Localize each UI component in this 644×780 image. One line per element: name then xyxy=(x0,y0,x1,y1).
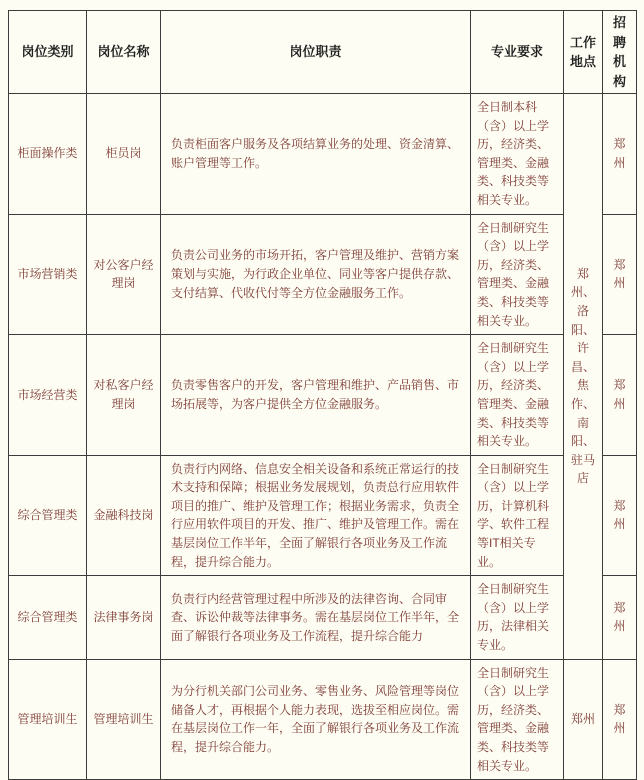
cell-org: 郑州 xyxy=(603,94,637,215)
cell-requirement: 全日制研究生（含）以上学历，经济类、管理类、金融类、科技类等相关专业。 xyxy=(471,335,564,456)
cell-org: 郑州 xyxy=(603,214,637,335)
cell-location: 郑州 xyxy=(564,659,603,780)
header-title: 岗位名称 xyxy=(87,11,161,94)
cell-category: 柜面操作类 xyxy=(9,94,87,215)
cell-duty: 为分行机关部门公司业务、零售业务、风险管理等岗位储备人才，再根据个人能力表现，选拔至相应岗位。需在基层岗位工作一年，全面了解银行各项业务及工作流程，提升综合能力。 xyxy=(161,659,471,780)
cell-title: 法律事务岗 xyxy=(87,576,161,659)
header-requirement: 专业要求 xyxy=(471,11,564,94)
cell-category: 管理培训生 xyxy=(9,659,87,780)
cell-duty: 负责行内网络、信息安全相关设备和系统正常运行的技术支持和保障；根据业务发展规划，负责总行应用软件项目的推广、维护及管理工作；根据业务需求，负责全行应用软件项目的开发、推广、维护及管理工作。需在基层岗位工作半年，全面了解银行各项业务及工作流程，提升综合能力。 xyxy=(161,455,471,576)
cell-duty: 负责柜面客户服务及各项结算业务的处理、资金清算、账户管理等工作。 xyxy=(161,94,471,215)
cell-category: 综合管理类 xyxy=(9,455,87,576)
cell-requirement: 全日制研究生（含）以上学历，计算机科学、软件工程等IT相关专业。 xyxy=(471,455,564,576)
cell-requirement: 全日制研究生（含）以上学历，法律相关专业。 xyxy=(471,576,564,659)
cell-duty: 负责行内经营管理过程中所涉及的法律咨询、合同审查、诉讼仲裁等法律事务。需在基层岗位工作半年，全面了解银行各项业务及工作流程，提升综合能力 xyxy=(161,576,471,659)
cell-title: 金融科技岗 xyxy=(87,455,161,576)
recruitment-table xyxy=(8,10,637,780)
table-row xyxy=(9,335,637,456)
cell-category: 市场营销类 xyxy=(9,214,87,335)
table-row xyxy=(9,455,637,576)
cell-category: 综合管理类 xyxy=(9,576,87,659)
cell-title: 柜员岗 xyxy=(87,94,161,215)
cell-title: 对公客户经理岗 xyxy=(87,214,161,335)
cell-org: 郑州 xyxy=(603,576,637,659)
header-category: 岗位类别 xyxy=(9,11,87,94)
cell-duty: 负责公司业务的市场开拓，客户管理及维护、营销方案策划与实施，为行政企业单位、同业等客户提供存款、支付结算、代收代付等全方位金融服务工作。 xyxy=(161,214,471,335)
header-duty: 岗位职责 xyxy=(161,11,471,94)
cell-org: 郑州 xyxy=(603,659,637,780)
cell-title: 对私客户经理岗 xyxy=(87,335,161,456)
cell-location-merged: 郑州、洛阳、许昌、焦作、南阳、驻马店 xyxy=(564,94,603,660)
header-org: 招聘机构 xyxy=(603,11,637,94)
cell-requirement: 全日制研究生（含）以上学历，经济类、管理类、金融类、科技类等相关专业。 xyxy=(471,659,564,780)
cell-title: 管理培训生 xyxy=(87,659,161,780)
cell-requirement: 全日制本科（含）以上学历，经济类、管理类、金融类、科技类等相关专业。 xyxy=(471,94,564,215)
header-row xyxy=(9,11,637,94)
table-row xyxy=(9,576,637,659)
cell-duty: 负责零售客户的开发，客户管理和维护、产品销售、市场拓展等，为客户提供全方位金融服务。 xyxy=(161,335,471,456)
cell-category: 市场经营类 xyxy=(9,335,87,456)
cell-org: 郑州 xyxy=(603,335,637,456)
table-row xyxy=(9,659,637,780)
cell-requirement: 全日制研究生（含）以上学历，经济类、管理类、金融类、科技类等相关专业。 xyxy=(471,214,564,335)
header-location: 工作地点 xyxy=(564,11,603,94)
table-row xyxy=(9,94,637,215)
cell-org: 郑州 xyxy=(603,455,637,576)
table-row xyxy=(9,214,637,335)
